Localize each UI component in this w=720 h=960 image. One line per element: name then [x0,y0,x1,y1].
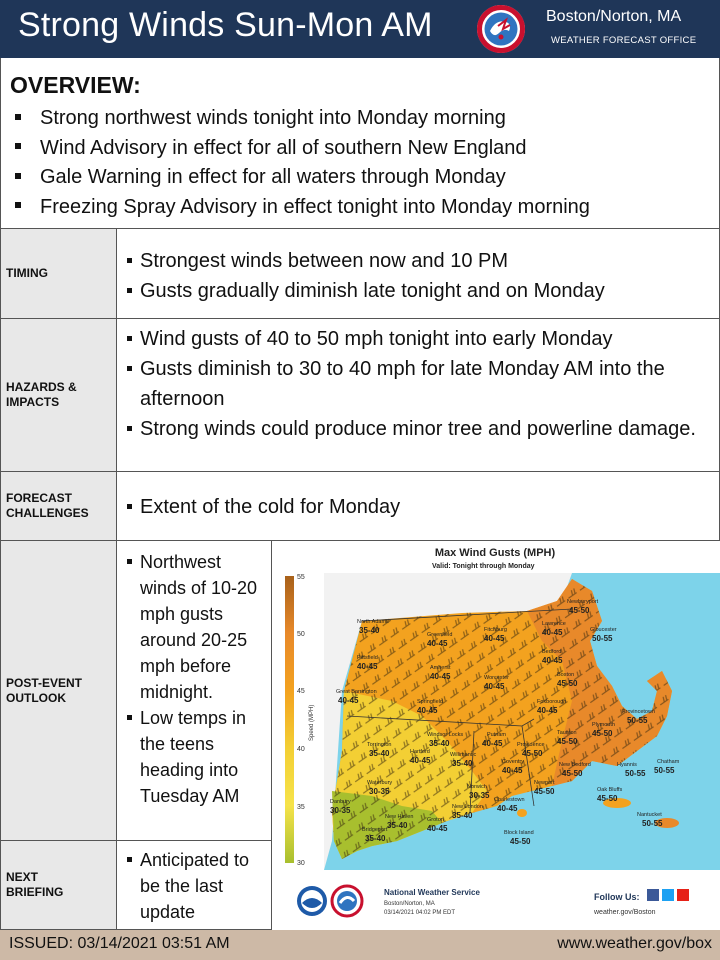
map-subtitle: Valid: Tonight through Monday [432,563,535,570]
twitter-icon[interactable] [662,889,674,901]
hazards-item: Wind gusts of 40 to 50 mph tonight into early Monday [127,324,707,354]
office-subtitle: WEATHER FORECAST OFFICE [551,35,697,46]
svg-text:40-45: 40-45 [430,672,451,681]
svg-text:Boston: Boston [557,672,575,678]
svg-text:35-40: 35-40 [365,834,386,843]
facebook-icon[interactable] [647,889,659,901]
city-label [557,730,578,746]
svg-text:Willimantic: Willimantic [450,752,477,758]
svg-text:40-45: 40-45 [537,706,558,715]
map-footer-org: National Weather Service [384,888,480,897]
svg-text:New Bedford: New Bedford [559,762,591,768]
svg-text:50-55: 50-55 [592,634,613,643]
city-label [467,784,490,800]
wind-gust-map [272,541,720,930]
nws-small-logo-icon [332,886,362,916]
office-name: Boston/Norton, MA [546,8,682,25]
issued-timestamp: ISSUED: 03/14/2021 03:51 AM [9,935,230,952]
overview-item: Strong northwest winds tonight into Monday morning [15,104,590,134]
overview-item: Freezing Spray Advisory in effect tonight into Monday morning [15,193,590,223]
svg-text:40-45: 40-45 [410,756,431,765]
city-label [542,621,566,637]
map-legend-bar [285,576,294,863]
svg-text:Taunton: Taunton [557,730,577,736]
bullet-icon [15,114,21,120]
city-label [517,742,545,758]
svg-text:Block Island: Block Island [504,830,534,836]
svg-text:40-45: 40-45 [357,662,378,671]
svg-text:50-55: 50-55 [627,716,648,725]
next-briefing-item: Anticipated to be the last update [127,847,267,925]
wind-gust-map-graphic [272,541,720,930]
svg-text:40-45: 40-45 [497,804,518,813]
svg-text:30: 30 [297,860,305,867]
svg-text:40-45: 40-45 [484,634,505,643]
svg-text:Plymouth: Plymouth [592,722,615,728]
bullet-icon [15,143,21,149]
overview-item: Wind Advisory in effect for all of southern New England [15,134,590,164]
svg-text:40-45: 40-45 [502,766,523,775]
hazards-item: Strong winds could produce minor tree and powerline damage. [127,414,707,444]
nws-logo-icon [476,4,526,54]
svg-text:Newport: Newport [534,780,555,786]
svg-text:Coventry: Coventry [502,759,525,765]
svg-text:Putnam: Putnam [487,732,506,738]
svg-text:50-55: 50-55 [654,766,675,775]
svg-text:30-35: 30-35 [469,791,490,800]
svg-text:Great Barrington: Great Barrington [336,689,377,695]
svg-text:Springfield: Springfield [417,699,443,705]
svg-text:North Adams: North Adams [357,619,389,625]
svg-text:50-55: 50-55 [625,769,646,778]
next-briefing-label: NEXT BRIEFING [0,841,117,930]
svg-text:45-50: 45-50 [510,837,531,846]
post-event-label: POST-EVENT OUTLOOK [0,541,117,841]
website-link[interactable]: www.weather.gov/box [557,935,712,952]
timing-label: TIMING [0,229,117,319]
bullet-icon [15,202,21,208]
overview-list [15,104,590,222]
timing-content [117,229,720,319]
city-label [367,742,391,758]
city-label [430,665,451,681]
footer-bar [0,930,720,960]
timing-item: Gusts gradually diminish late tonight and on Monday [127,276,605,306]
svg-text:35-40: 35-40 [429,739,450,748]
forecast-label: FORECAST CHALLENGES [0,472,117,541]
svg-text:Greenfield: Greenfield [427,632,453,638]
svg-text:40-45: 40-45 [542,656,563,665]
svg-text:Hyannis: Hyannis [617,762,637,768]
svg-text:45-50: 45-50 [592,729,613,738]
overview-item: Gale Warning in effect for all waters through Monday [15,163,590,193]
svg-text:35-40: 35-40 [369,749,390,758]
youtube-icon[interactable] [677,889,689,901]
city-label [362,827,388,843]
svg-text:40-45: 40-45 [482,739,503,748]
city-label [502,759,524,775]
svg-text:50-55: 50-55 [642,819,663,828]
svg-text:45-50: 45-50 [569,606,590,615]
svg-text:Waterbury: Waterbury [367,780,393,786]
svg-text:40-45: 40-45 [427,824,448,833]
svg-text:35: 35 [297,804,305,811]
noaa-logo-icon [297,886,327,916]
svg-text:Foxborough: Foxborough [537,699,567,705]
page-title: Strong Winds Sun-Mon AM [18,6,433,44]
svg-text:40-45: 40-45 [427,639,448,648]
svg-text:30-35: 30-35 [330,806,351,815]
svg-text:Providence: Providence [517,742,545,748]
svg-text:Oak Bluffs: Oak Bluffs [597,787,623,793]
svg-text:Norwich: Norwich [467,784,487,790]
svg-text:Provincetown: Provincetown [622,709,656,715]
header-banner [0,0,720,58]
svg-text:35-40: 35-40 [452,759,473,768]
forecast-content [117,472,720,541]
svg-text:Worcester: Worcester [484,675,509,681]
svg-text:45-50: 45-50 [557,679,578,688]
city-label [484,627,507,643]
city-label [542,649,563,665]
svg-text:Amherst: Amherst [430,665,451,671]
svg-text:55: 55 [297,574,305,581]
svg-text:40-45: 40-45 [484,682,505,691]
svg-text:Charlestown: Charlestown [494,797,525,803]
svg-text:45-50: 45-50 [597,794,618,803]
svg-text:Lawrence: Lawrence [542,621,566,627]
svg-text:New London: New London [452,804,483,810]
map-legend-ticks [297,574,305,867]
city-label [357,655,378,671]
city-label [534,780,555,796]
post-event-item: Northwest winds of 10-20 mph gusts around 20-25 mph before midnight. [127,549,267,705]
svg-text:45-50: 45-50 [562,769,583,778]
svg-text:Groton: Groton [427,817,444,823]
timing-item: Strongest winds between now and 10 PM [127,246,605,276]
map-title: Max Wind Gusts (MPH) [434,547,556,559]
hazards-item: Gusts diminish to 30 to 40 mph for late Monday AM into the afternoon [127,354,707,414]
svg-text:Hartford: Hartford [410,749,430,755]
forecast-item: Extent of the cold for Monday [127,492,400,522]
city-label [367,780,392,796]
svg-text:40: 40 [297,746,305,753]
bullet-icon [15,173,21,179]
svg-text:40-45: 40-45 [542,628,563,637]
svg-text:Pittsfield: Pittsfield [357,655,378,661]
svg-text:50: 50 [297,631,305,638]
svg-text:45: 45 [297,688,305,695]
map-footer-office: Boston/Norton, MA [384,901,435,907]
svg-text:Windsor Locks: Windsor Locks [427,732,464,738]
svg-text:45-50: 45-50 [522,749,543,758]
follow-url[interactable]: weather.gov/Boston [594,909,656,916]
svg-text:Bridgeport: Bridgeport [362,827,388,833]
overview-title: OVERVIEW: [10,72,141,98]
follow-label: Follow Us: [594,892,640,902]
svg-text:Fitchburg: Fitchburg [484,627,507,633]
svg-text:40-45: 40-45 [338,696,359,705]
map-footer-time: 03/14/2021 04:02 PM EDT [384,910,456,916]
svg-text:35-40: 35-40 [452,811,473,820]
post-event-content [117,541,272,841]
city-label [330,799,351,815]
post-event-item: Low temps in the teens heading into Tuesday AM [127,705,267,809]
svg-text:45-50: 45-50 [534,787,555,796]
svg-text:New Haven: New Haven [385,814,414,820]
city-label [592,722,615,738]
svg-text:45-50: 45-50 [557,737,578,746]
hazards-label: HAZARDS & IMPACTS [0,319,117,472]
svg-text:30-35: 30-35 [369,787,390,796]
city-label [410,749,431,765]
svg-text:Torrington: Torrington [367,742,392,748]
svg-text:Nantucket: Nantucket [637,812,662,818]
hazards-content [117,319,720,472]
svg-text:Chatham: Chatham [657,759,680,765]
svg-text:Bedford: Bedford [542,649,562,655]
svg-text:Newburyport: Newburyport [567,599,599,605]
svg-text:Danbury: Danbury [330,799,351,805]
svg-text:35-40: 35-40 [359,626,380,635]
map-legend-label: Speed (MPH) [309,704,315,741]
svg-text:Gloucester: Gloucester [590,627,617,633]
svg-text:35-40: 35-40 [387,821,408,830]
next-briefing-content [117,841,272,930]
svg-text:40-45: 40-45 [417,706,438,715]
overview-section [0,58,720,229]
